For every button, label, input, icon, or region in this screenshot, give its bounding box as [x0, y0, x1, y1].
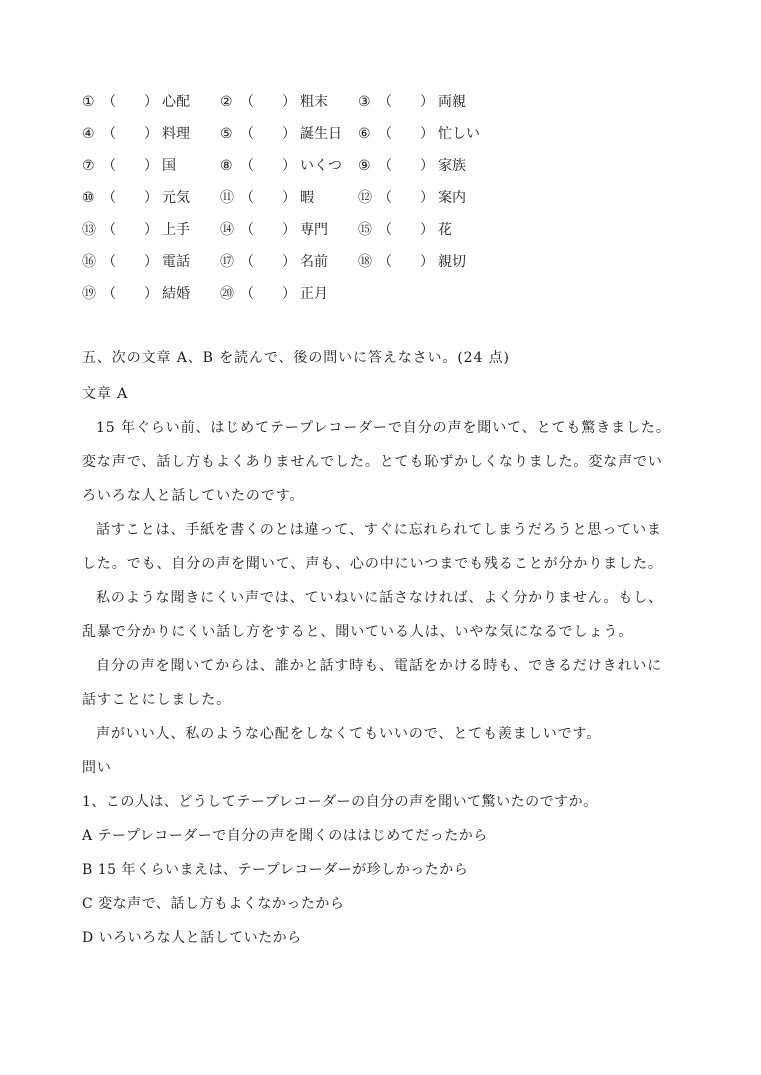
- close-paren: ）: [420, 158, 434, 174]
- vocab-item: [358, 124, 480, 144]
- close-paren: ）: [144, 126, 158, 142]
- close-paren: ）: [420, 126, 434, 142]
- vocab-number: ⑦: [82, 158, 95, 174]
- vocab-number: ④: [82, 126, 95, 142]
- vocab-number: ⑧: [220, 158, 233, 174]
- vocab-item: [82, 92, 190, 112]
- close-paren: ）: [144, 190, 158, 206]
- close-paren: ）: [282, 254, 296, 270]
- vocab-item: [358, 156, 466, 176]
- vocab-word: 案内: [438, 190, 466, 206]
- close-paren: ）: [282, 286, 296, 302]
- vocab-word: 国: [162, 158, 176, 174]
- vocab-item: [220, 284, 328, 304]
- close-paren: ）: [144, 94, 158, 110]
- open-paren: （: [102, 158, 116, 174]
- passage-line: 15 年ぐらい前、はじめてテープレコーダーで自分の声を聞いて、とても驚きました。: [96, 420, 671, 436]
- close-paren: ）: [144, 254, 158, 270]
- passage-line: 声がいい人、私のような心配をしなくてもいいので、とても羨ましいです。: [96, 726, 602, 742]
- question-stem: 1、この人は、どうしてテープレコーダーの自分の声を聞いて驚いたのですか。: [82, 794, 598, 810]
- vocab-number: ⑥: [358, 126, 371, 142]
- open-paren: （: [378, 94, 392, 110]
- vocab-number: ⑯: [82, 254, 96, 270]
- vocab-word: 正月: [300, 286, 328, 302]
- vocab-number: ⑰: [220, 254, 234, 270]
- close-paren: ）: [282, 126, 296, 142]
- passage-line: 私のような聞きにくい声では、ていねいに話さなければ、よく分かりません。もし、: [96, 590, 664, 606]
- vocab-number: ⑱: [358, 254, 372, 270]
- open-paren: （: [102, 190, 116, 206]
- vocab-word: 親切: [438, 254, 466, 270]
- answer-option-c: C 変な声で、話し方もよくなかったから: [82, 896, 345, 912]
- open-paren: （: [378, 126, 392, 142]
- close-paren: ）: [282, 158, 296, 174]
- close-paren: ）: [144, 286, 158, 302]
- questions-heading: 問い: [82, 760, 112, 776]
- open-paren: （: [240, 222, 254, 238]
- vocab-item: [220, 252, 328, 272]
- vocab-item: [82, 156, 176, 176]
- vocab-word: 両親: [438, 94, 466, 110]
- passage-line: 話すことは、手紙を書くのとは違って、すぐに忘れられてしまうだろうと思っていま: [96, 522, 662, 538]
- vocab-number: ⑫: [358, 190, 372, 206]
- passage-title: 文章 A: [82, 386, 129, 402]
- vocab-word: 暇: [300, 190, 314, 206]
- open-paren: （: [240, 126, 254, 142]
- vocabulary-reading-list: [0, 0, 761, 320]
- vocab-number: ⑲: [82, 286, 96, 302]
- vocab-item: [220, 156, 342, 176]
- open-paren: （: [240, 158, 254, 174]
- close-paren: ）: [420, 222, 434, 238]
- vocab-number: ⑬: [82, 222, 96, 238]
- vocab-word: 電話: [162, 254, 190, 270]
- vocab-number: ①: [82, 94, 95, 110]
- vocab-item: [82, 252, 190, 272]
- vocab-word: 元気: [162, 190, 190, 206]
- passage-line: 自分の声を聞いてからは、誰かと話す時も、電話をかける時も、できるだけきれいに: [96, 658, 663, 674]
- open-paren: （: [240, 190, 254, 206]
- vocab-number: ②: [220, 94, 233, 110]
- open-paren: （: [102, 222, 116, 238]
- vocab-item: [220, 220, 328, 240]
- open-paren: （: [378, 222, 392, 238]
- vocab-item: [82, 284, 190, 304]
- open-paren: （: [240, 94, 254, 110]
- open-paren: （: [102, 94, 116, 110]
- open-paren: （: [102, 286, 116, 302]
- open-paren: （: [378, 254, 392, 270]
- vocab-item: [358, 220, 452, 240]
- vocab-item: [82, 124, 190, 144]
- passage-line: ろいろな人と話していたのです。: [82, 488, 305, 504]
- vocab-item: [220, 188, 314, 208]
- passage-line: した。でも、自分の声を聞いて、声も、心の中にいつまでも残ることが分かりました。: [82, 556, 663, 572]
- open-paren: （: [102, 254, 116, 270]
- section-heading: 五、次の文章 A、B を読んで、後の問いに答えなさい。(24 点): [82, 350, 510, 366]
- vocab-number: ③: [358, 94, 371, 110]
- vocab-item: [82, 220, 190, 240]
- answer-option-a: A テープレコーダーで自分の声を聞くのははじめてだったから: [82, 828, 488, 844]
- passage-line: 話すことにしました。: [82, 692, 231, 708]
- vocab-number: ⑳: [220, 286, 234, 302]
- open-paren: （: [378, 190, 392, 206]
- passage-line: 乱暴で分かりにくい話し方をすると、聞いている人は、いやな気になるでしょう。: [82, 624, 634, 640]
- close-paren: ）: [282, 94, 296, 110]
- open-paren: （: [240, 286, 254, 302]
- vocab-word: 家族: [438, 158, 466, 174]
- open-paren: （: [378, 158, 392, 174]
- vocab-item: [358, 188, 466, 208]
- open-paren: （: [102, 126, 116, 142]
- vocab-word: 上手: [162, 222, 190, 238]
- vocab-number: ⑨: [358, 158, 371, 174]
- vocab-word: 忙しい: [438, 126, 480, 142]
- vocab-item: [220, 124, 342, 144]
- close-paren: ）: [144, 222, 158, 238]
- vocab-number: ⑮: [358, 222, 372, 238]
- vocab-word: いくつ: [300, 158, 342, 174]
- answer-option-d: D いろいろな人と話していたから: [82, 930, 302, 946]
- vocab-word: 粗末: [300, 94, 328, 110]
- vocab-word: 料理: [162, 126, 190, 142]
- vocab-word: 心配: [162, 94, 190, 110]
- vocab-word: 花: [438, 222, 452, 238]
- vocab-number: ⑩: [82, 190, 95, 206]
- vocab-word: 結婚: [162, 286, 190, 302]
- vocab-word: 名前: [300, 254, 328, 270]
- close-paren: ）: [282, 190, 296, 206]
- passage-line: 変な声で、話し方もよくありませんでした。とても恥ずかしくなりました。変な声でい: [82, 454, 663, 470]
- vocab-item: [220, 92, 328, 112]
- vocab-item: [358, 92, 466, 112]
- vocab-number: ⑭: [220, 222, 234, 238]
- close-paren: ）: [420, 190, 434, 206]
- vocab-word: 誕生日: [300, 126, 342, 142]
- close-paren: ）: [420, 254, 434, 270]
- close-paren: ）: [420, 94, 434, 110]
- vocab-item: [82, 188, 190, 208]
- close-paren: ）: [144, 158, 158, 174]
- vocab-number: ⑤: [220, 126, 233, 142]
- close-paren: ）: [282, 222, 296, 238]
- answer-option-b: B 15 年くらいまえは、テープレコーダーが珍しかったから: [82, 862, 469, 878]
- vocab-word: 専門: [300, 222, 328, 238]
- vocab-item: [358, 252, 466, 272]
- open-paren: （: [240, 254, 254, 270]
- vocab-number: ⑪: [220, 190, 234, 206]
